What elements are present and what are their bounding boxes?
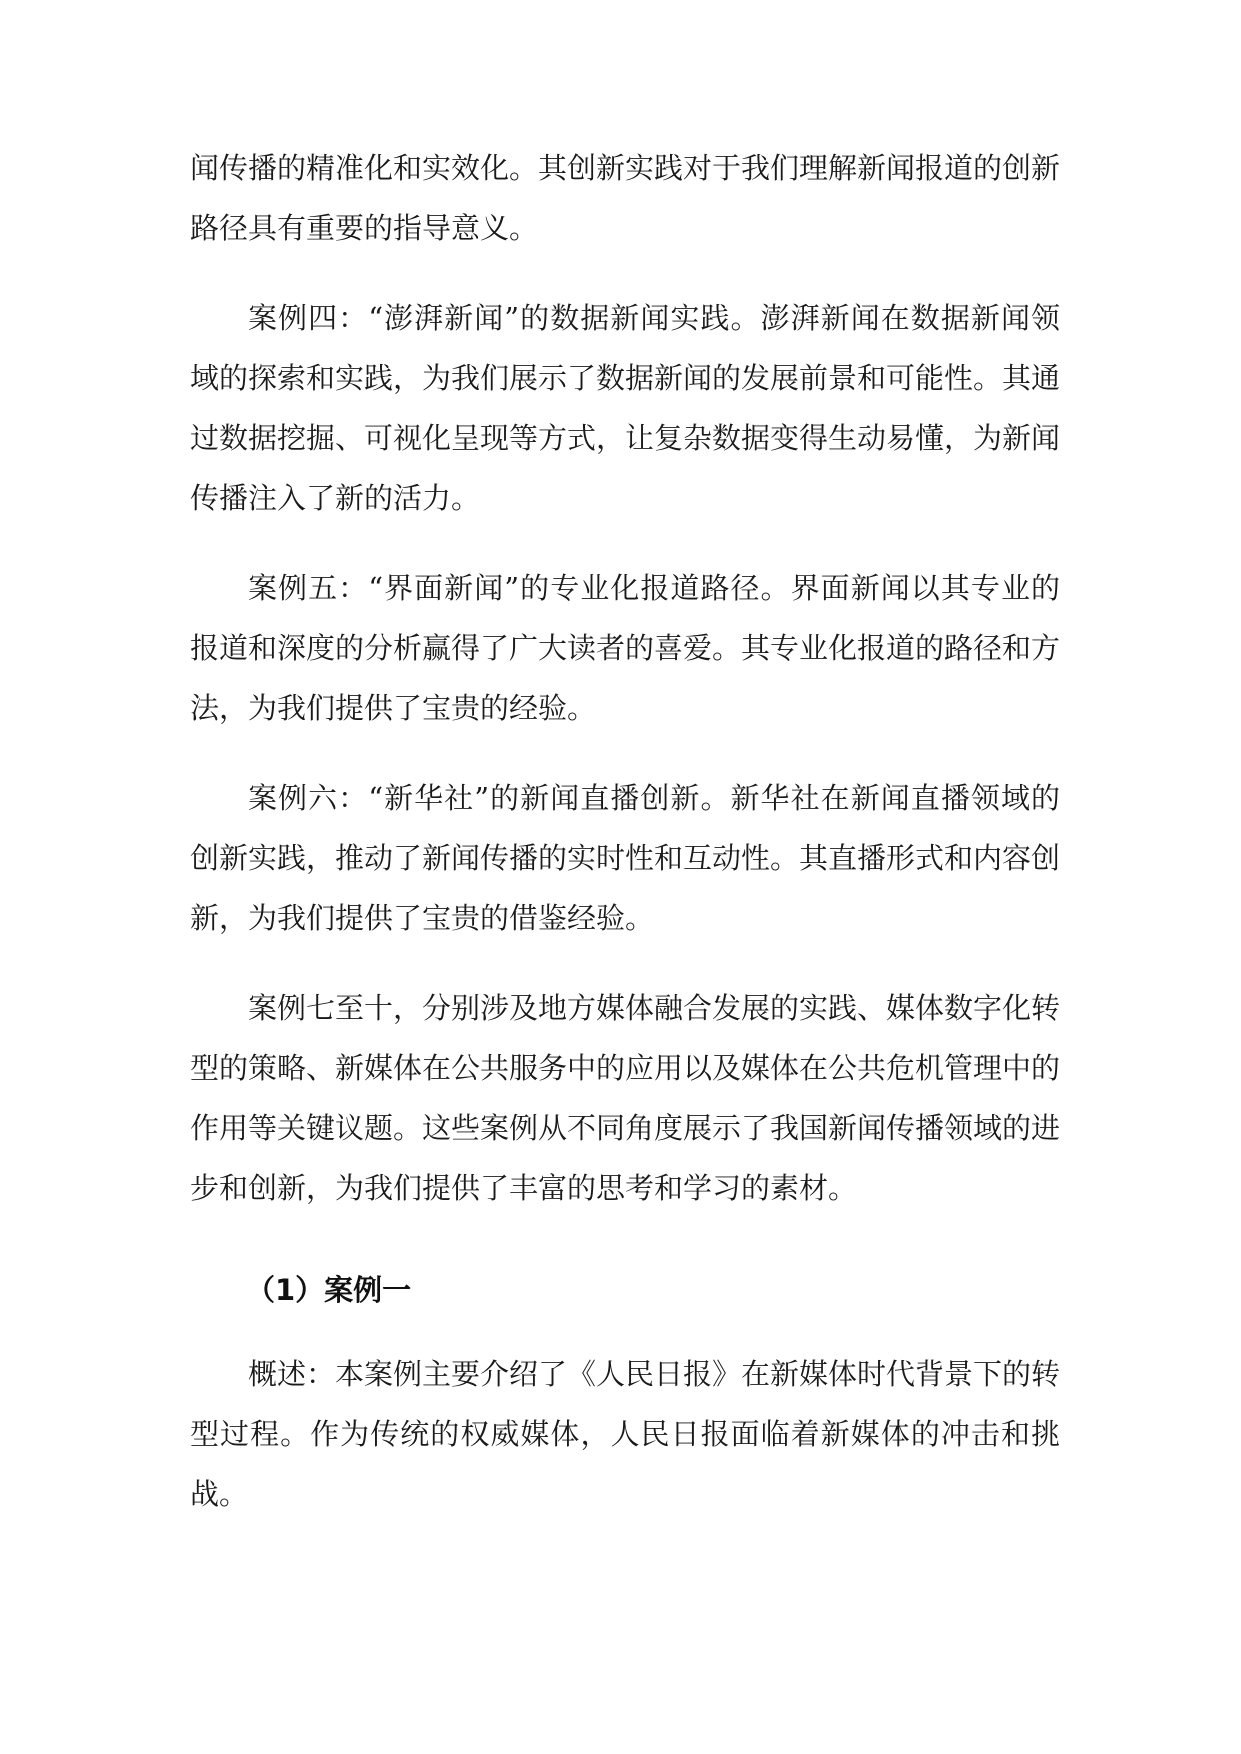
paragraph-case-5: 案例五：“界面新闻”的专业化报道路径。界面新闻以其专业的报道和深度的分析赢得了广大读者的喜爱。其专业化报道的路径和方法，为我们提供了宝贵的经验。 [190, 571, 1061, 725]
paragraph-case-6: 案例六：“新华社”的新闻直播创新。新华社在新闻直播领域的创新实践，推动了新闻传播的实时性和互动性。其直播形式和内容创新，为我们提供了宝贵的借鉴经验。 [190, 781, 1061, 935]
document-body [190, 138, 1060, 1554]
paragraph-continuation: 闻传播的精准化和实效化。其创新实践对于我们理解新闻报道的创新路径具有重要的指导意义。 [190, 151, 1061, 245]
paragraph-overview: 概述：本案例主要介绍了《人民日报》在新媒体时代背景下的转型过程。作为传统的权威媒体，人民日报面临着新媒体的冲击和挑战。 [190, 1357, 1061, 1511]
section-heading: （1）案例一 [246, 1273, 412, 1307]
paragraph-cases-7-10: 案例七至十，分别涉及地方媒体融合发展的实践、媒体数字化转型的策略、新媒体在公共服务中的应用以及媒体在公共危机管理中的作用等关键议题。这些案例从不同角度展示了我国新闻传播领域的进步和创新，为我们提供了丰富的思考和学习的素材。 [190, 991, 1061, 1205]
paragraph-case-4: 案例四：“澎湃新闻”的数据新闻实践。澎湃新闻在数据新闻领域的探索和实践，为我们展示了数据新闻的发展前景和可能性。其通过数据挖掘、可视化呈现等方式，让复杂数据变得生动易懂，为新闻传播注入了新的活力。 [190, 301, 1061, 515]
